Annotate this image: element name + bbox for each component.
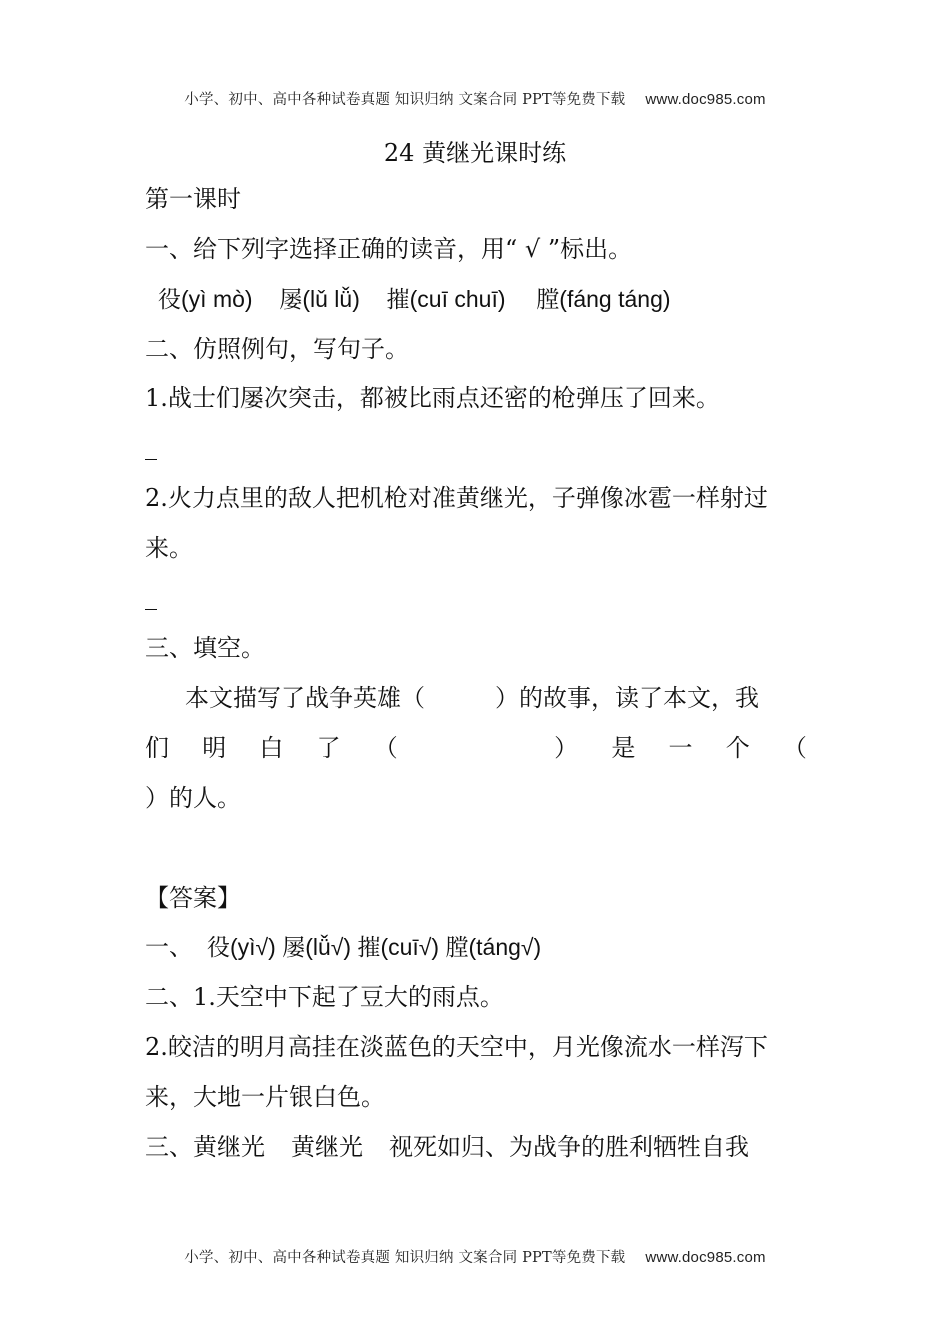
q3-char: 一	[668, 734, 693, 762]
footer-url[interactable]: www.doc985.com	[645, 1249, 766, 1266]
q3-char: 了	[316, 734, 341, 762]
q3-paragraph-line2	[145, 733, 807, 763]
q1-item: 屡(lǔ lǚ)	[279, 286, 360, 312]
document-title: 24 黄继光课时练	[383, 139, 567, 167]
answer-3-part: 三、黄继光	[145, 1133, 265, 1161]
answer-1-item: 屡(lǚ√)	[282, 934, 352, 960]
answer-1	[145, 932, 807, 962]
q3-text: ）的故事，读了本文，我	[495, 684, 759, 712]
q3-paragraph-line3: ）的人。	[145, 784, 241, 812]
q2-sentence-1: 1.战士们屡次突击，都被比雨点还密的枪弹压了回来。	[145, 384, 720, 412]
q3-char: （	[373, 734, 398, 762]
lesson-label: 第一课时	[145, 185, 241, 213]
page-header	[0, 88, 950, 109]
q3-char: 白	[259, 734, 284, 762]
q1-heading: 一、给下列字选择正确的读音，用“ √ ”标出。	[145, 235, 633, 263]
answer-3-part: 黄继光	[291, 1133, 363, 1161]
q3-paragraph-line1	[185, 683, 807, 713]
answer-1-prefix: 一、	[145, 933, 193, 961]
fill-blank	[431, 733, 521, 763]
answer-2b: 2.皎洁的明月高挂在淡蓝色的天空中，月光像流水一样泻下	[145, 1033, 768, 1061]
q2-sentence-2a: 2.火力点里的敌人把机枪对准黄继光，子弹像冰雹一样射过	[145, 484, 768, 512]
q1-item: 役(yì mò)	[158, 286, 253, 312]
q1-items	[158, 284, 820, 314]
q3-char: ）	[554, 734, 579, 762]
q3-char: （	[782, 734, 807, 762]
answer-blank-line	[145, 609, 157, 610]
q3-heading: 三、填空。	[145, 634, 265, 662]
q3-char: 们	[145, 734, 169, 762]
footer-text: 小学、初中、高中各种试卷真题 知识归纳 文案合同 PPT等免费下载	[184, 1250, 626, 1266]
q2-sentence-2b: 来。	[145, 534, 193, 562]
answer-2a: 二、1.天空中下起了豆大的雨点。	[145, 983, 504, 1011]
answer-2c: 来，大地一片银白色。	[145, 1083, 385, 1111]
header-text: 小学、初中、高中各种试卷真题 知识归纳 文案合同 PPT等免费下载	[184, 92, 626, 108]
header-url[interactable]: www.doc985.com	[645, 91, 766, 108]
q3-char: 是	[611, 734, 636, 762]
q2-heading: 二、仿照例句，写句子。	[145, 335, 409, 363]
answer-1-item: 摧(cuī√)	[357, 934, 440, 960]
answer-blank-line	[145, 459, 157, 460]
answer-1-item: 役(yì√)	[207, 934, 276, 960]
q3-text: 本文描写了战争英雄（	[185, 684, 425, 712]
answer-3-part: 视死如归、为战争的胜利牺牲自我	[389, 1133, 749, 1161]
answer-3	[145, 1132, 807, 1162]
answers-heading: 【答案】	[145, 884, 241, 912]
page-footer	[0, 1246, 950, 1267]
q3-char: 明	[202, 734, 227, 762]
q3-char: 个	[725, 734, 750, 762]
answer-1-item: 膛(táng√)	[445, 934, 542, 960]
q1-item: 摧(cuī chuī)	[386, 286, 506, 312]
q1-item: 膛(fáng táng)	[536, 286, 671, 312]
